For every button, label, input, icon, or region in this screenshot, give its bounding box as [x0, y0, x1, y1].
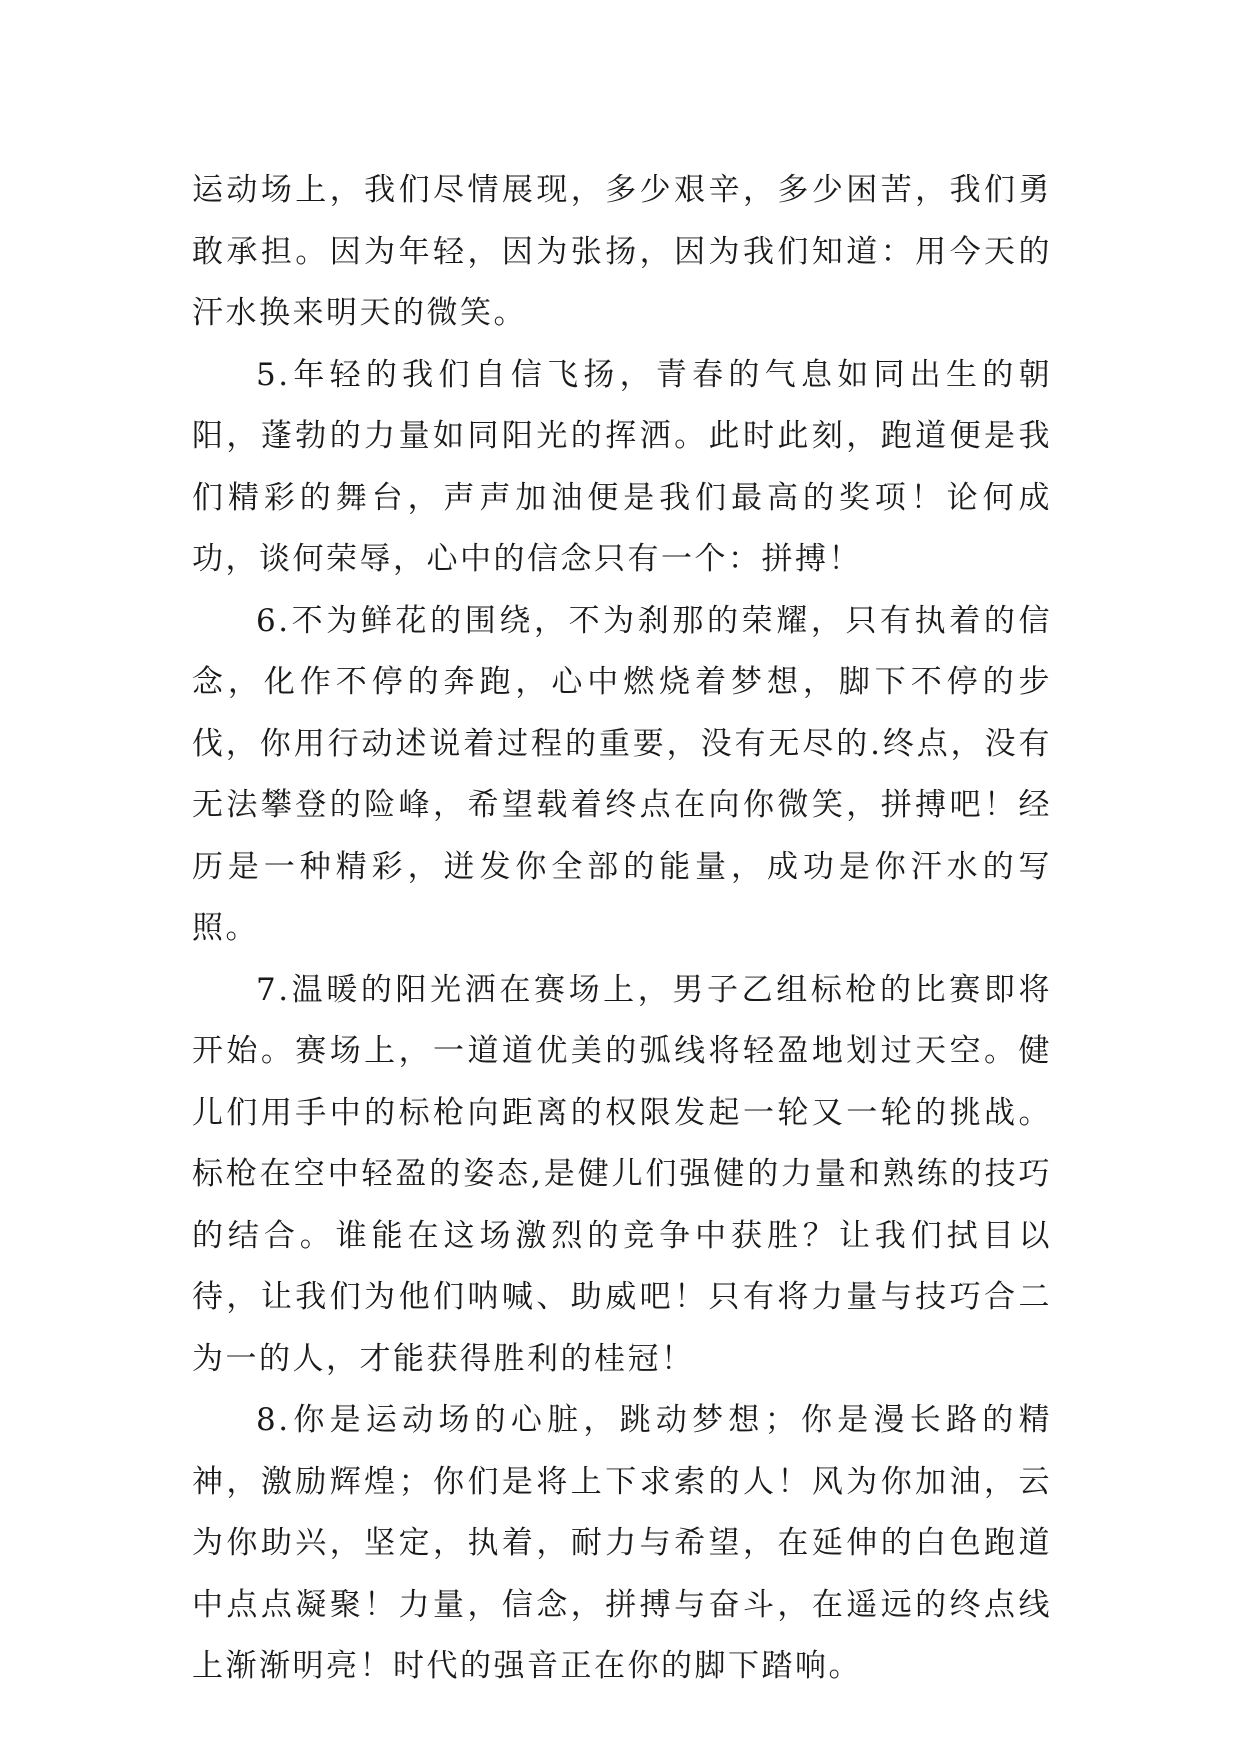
paragraph-item-5: 5.年轻的我们自信飞扬，青春的气息如同出生的朝阳，蓬勃的力量如同阳光的挥洒。此时此刻，跑道便是我们精彩的舞台，声声加油便是我们最高的奖项！论何成功，谈何荣辱，心中的信念只有一个：拼搏！: [192, 356, 1052, 577]
paragraph-item-6: 6.不为鲜花的围绕，不为刹那的荣耀，只有执着的信念，化作不停的奔跑，心中燃烧着梦想，脚下不停的步伐，你用行动述说着过程的重要，没有无尽的.终点，没有无法攀登的险峰，希望载着终点在向你微笑，拼搏吧！经历是一种精彩，迸发你全部的能量，成功是你汗水的写照。: [192, 602, 1052, 946]
paragraph-item-8: 8.你是运动场的心脏，跳动梦想；你是漫长路的精神，激励辉煌；你们是将上下求索的人！风为你加油，云为你助兴，坚定，执着，耐力与希望，在延伸的白色跑道中点点凝聚！力量，信念，拼搏与奋斗，在遥远的终点线上渐渐明亮！时代的强音正在你的脚下踏响。: [192, 1402, 1052, 1684]
paragraph-item-7: 7.温暖的阳光洒在赛场上，男子乙组标枪的比赛即将开始。赛场上，一道道优美的弧线将轻盈地划过天空。健儿们用手中的标枪向距离的权限发起一轮又一轮的挑战。标枪在空中轻盈的姿态,是健儿们强健的力量和熟练的技巧的结合。谁能在这场激烈的竞争中获胜？让我们拭目以待，让我们为他们呐喊、助威吧！只有将力量与技巧合二为一的人，才能获得胜利的桂冠！: [192, 971, 1052, 1377]
document-body: [192, 160, 1052, 1698]
paragraph-intro: 运动场上，我们尽情展现，多少艰辛，多少困苦，我们勇敢承担。因为年轻，因为张扬，因为我们知道：用今天的汗水换来明天的微笑。: [192, 172, 1052, 331]
